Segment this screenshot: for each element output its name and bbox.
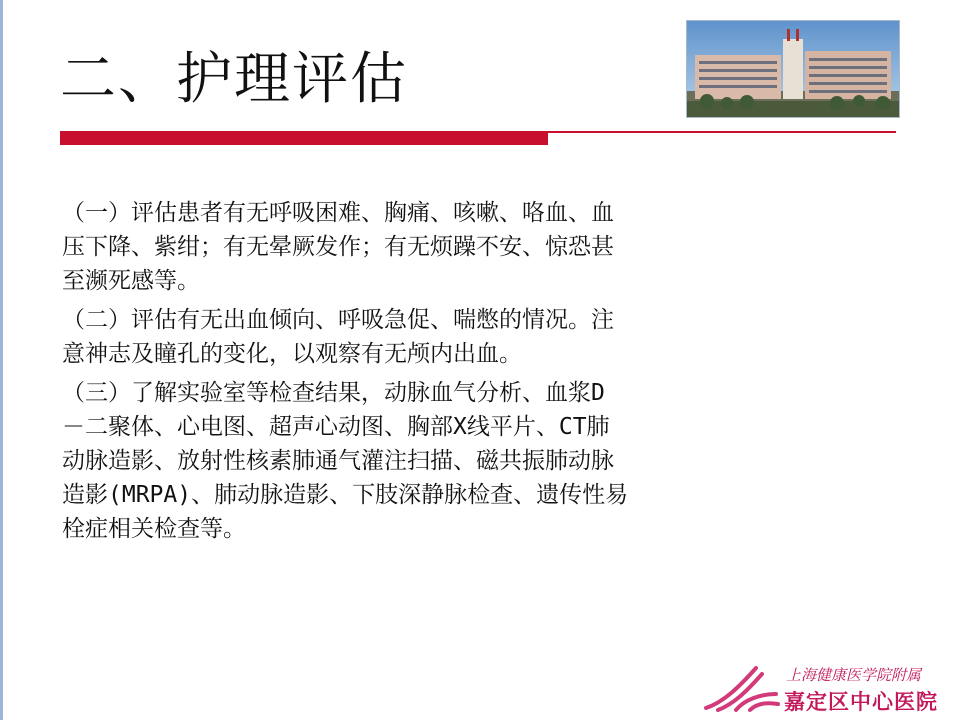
paragraph-3-line-5: 栓症相关检查等。 xyxy=(62,516,246,542)
slide-left-border xyxy=(0,0,3,720)
logo-hospital-name: 嘉定区中心医院 xyxy=(784,690,938,714)
hospital-logo xyxy=(700,660,950,716)
paragraph-1 xyxy=(62,196,852,298)
paragraph-2 xyxy=(62,303,852,371)
paragraph-3 xyxy=(62,376,852,546)
title-underline-thick xyxy=(60,133,548,145)
paragraph-1-line-2: 压下降、紫绀；有无晕厥发作；有无烦躁不安、惊恐甚 xyxy=(62,234,614,260)
slide-title: 二、护理评估 xyxy=(60,47,408,112)
paragraph-3-line-3: 动脉造影、放射性核素肺通气灌注扫描、磁共振肺动脉 xyxy=(62,448,614,474)
hospital-logo-mark-icon xyxy=(700,664,780,714)
paragraph-3-line-2: －二聚体、心电图、超声心动图、胸部X线平片、CT肺 xyxy=(62,414,610,440)
paragraph-3-line-4: 造影(MRPA)、肺动脉造影、下肢深静脉检查、遗传性易 xyxy=(62,482,629,508)
slide-body xyxy=(62,196,852,551)
paragraph-1-line-1: （一）评估患者有无呼吸困难、胸痛、咳嗽、咯血、血 xyxy=(62,200,614,226)
paragraph-2-line-1: （二）评估有无出血倾向、呼吸急促、喘憋的情况。注 xyxy=(62,307,614,333)
paragraph-1-line-3: 至濒死感等。 xyxy=(62,268,200,294)
logo-subtitle: 上海健康医学院附属 xyxy=(786,666,922,684)
paragraph-3-line-1: （三）了解实验室等检查结果，动脉血气分析、血浆D xyxy=(62,380,605,406)
hospital-building-photo xyxy=(686,20,900,118)
paragraph-2-line-2: 意神志及瞳孔的变化，以观察有无颅内出血。 xyxy=(62,341,522,367)
